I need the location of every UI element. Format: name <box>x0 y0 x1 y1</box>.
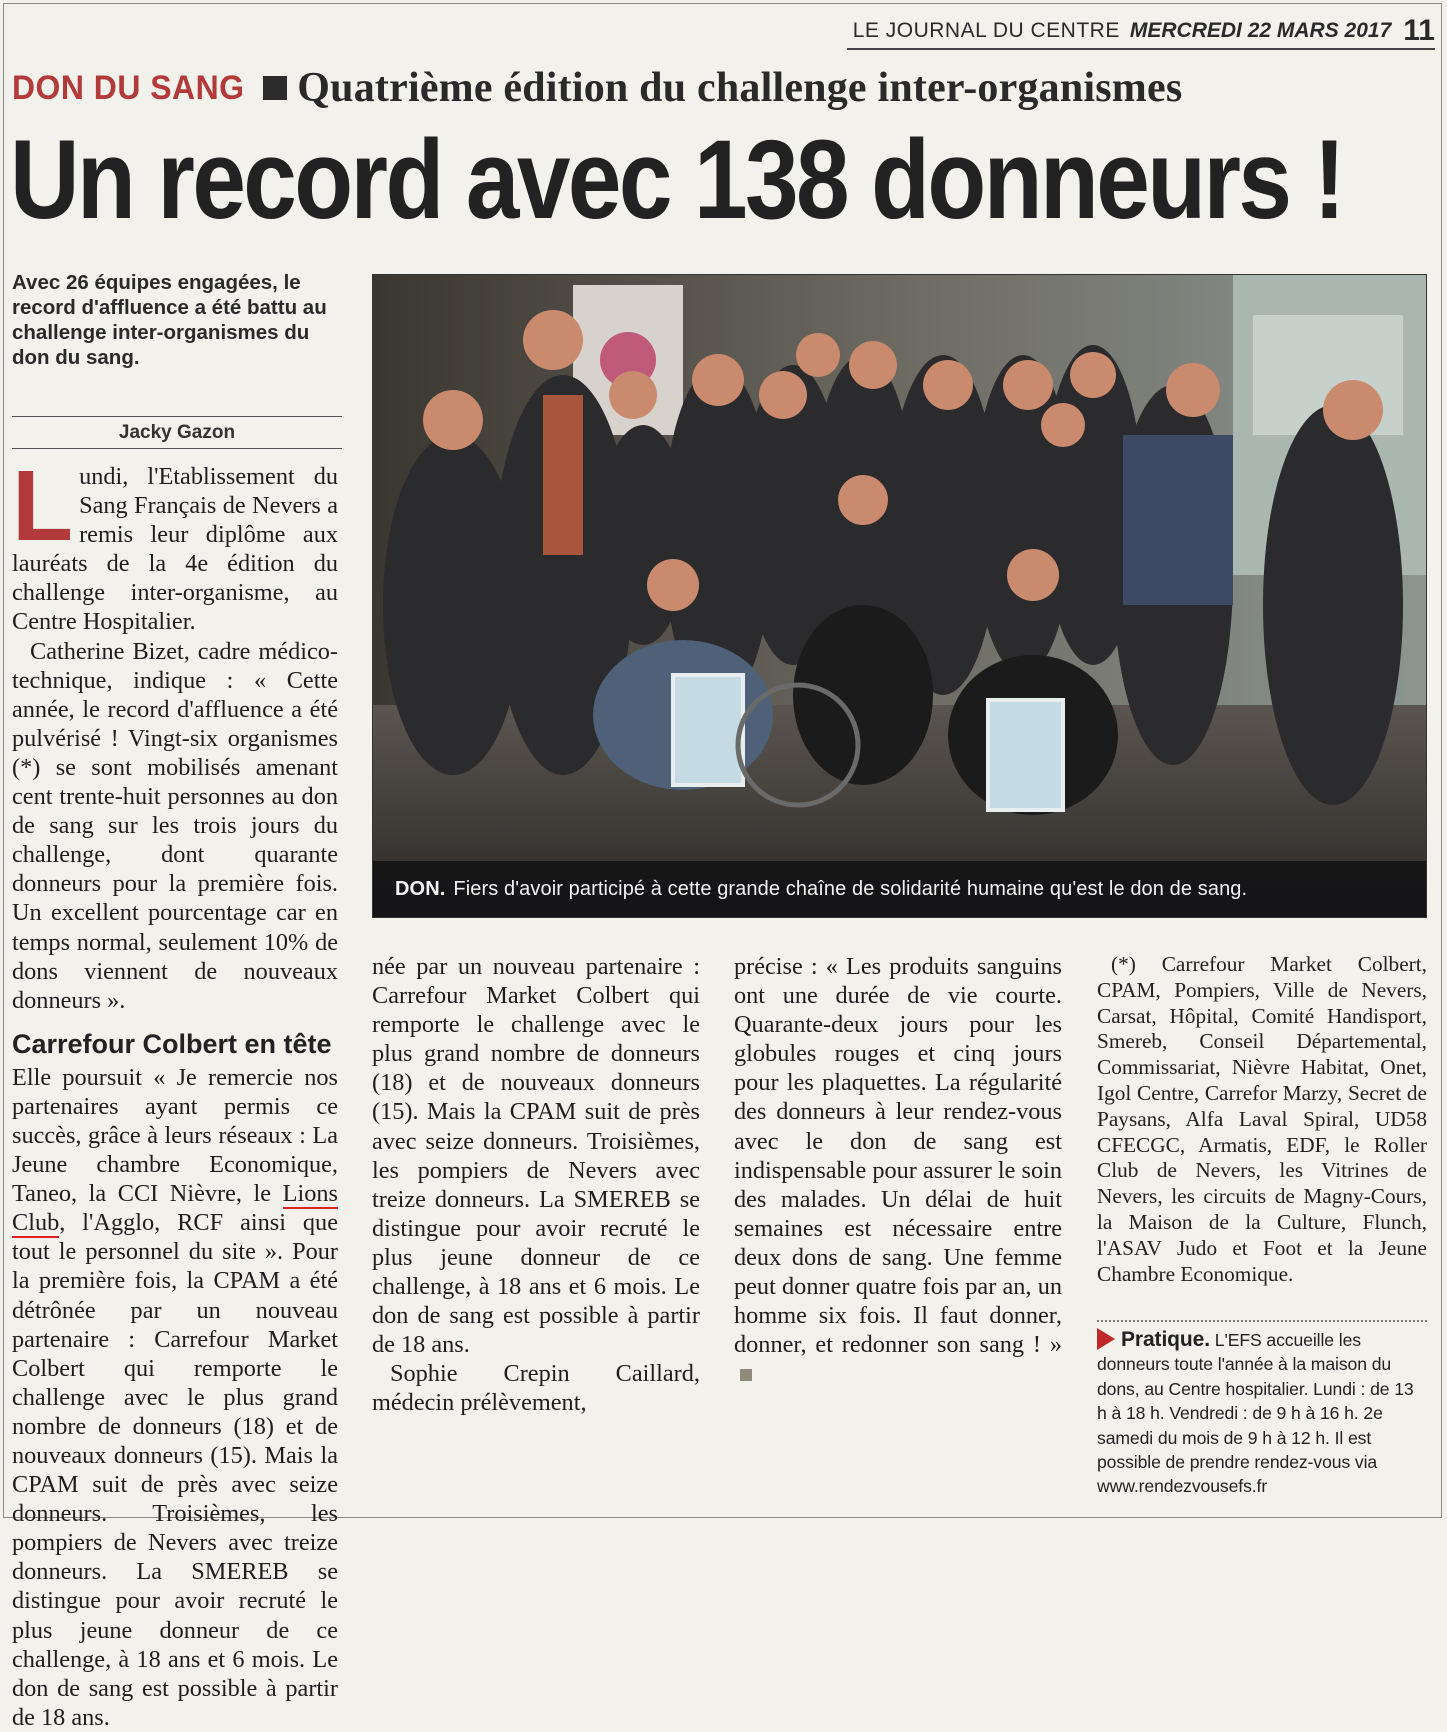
caption-text: Fiers d'avoir participé à cette grande chaîne de solidarité humaine qu'est le don de sang. <box>453 877 1248 900</box>
body-paragraph-2: Catherine Bizet, cadre médico-technique, indique : « Cette année, le record d'affluence a été pulvérisé ! Vingt-six organismes (*) se sont mobilisés amenant cent trente-huit personnes au don de sang sur les trois jours du challenge, dont quarante donneurs pour la première fois. Un excellent pourcentage car en temps normal, seulement 10% de dons viennent de nouveaux donneurs ». <box>12 637 338 1014</box>
article-column-1 <box>12 450 338 1732</box>
organisms-list <box>1097 952 1427 1287</box>
masthead <box>847 14 1435 50</box>
photo <box>372 274 1427 918</box>
pratique-text <box>1097 1328 1427 1499</box>
body-paragraph-3-end: née par un nouveau partenaire : Carrefour Market Colbert qui remporte le challenge avec le plus grand nombre de donneurs (18) et de nouveaux donneurs (15). Mais la CPAM suit de près avec seize donneurs. Troisièmes, les pompiers de Nevers avec treize donneurs. La SMEREB se distingue pour avoir recruté le plus jeune donneur de ce challenge, à 18 ans et 6 mois. Le don de sang est possible à partir de 18 ans. <box>372 953 700 1359</box>
organisms-note: (*) Carrefour Market Colbert, CPAM, Pompiers, Ville de Nevers, Carsat, Hôpital, Comité Handisport, Smereb, Conseil Départemental, Commissariat, Nièvre Habitat, Onet, Igol Centre, Carrefor Marzy, Secret de Paysans, Alfa Laval Spiral, UD58 CFECGC, Armatis, EDF, le Roller Club de Nevers, les Vitrines de Nevers, les circuits de Magny-Cours, la Maison de la Culture, Flunch, l'ASAV Judo et Foot et la Jeune Chambre Economique. <box>1097 952 1427 1286</box>
article-column-3 <box>734 952 1062 1388</box>
byline-rule-bottom <box>12 448 342 449</box>
byline-block <box>12 416 342 449</box>
pratique-rule <box>1097 1320 1427 1322</box>
end-of-article-icon <box>740 1369 752 1381</box>
subhead: Carrefour Colbert en tête <box>12 1028 332 1059</box>
pratique-title: Pratique. <box>1121 1328 1210 1351</box>
body-paragraph-4-start: Sophie Crepin Caillard, médecin prélèvement, <box>372 1360 700 1417</box>
pratique-box <box>1097 1320 1427 1499</box>
underlined-lions-club: Lions Club <box>12 1180 338 1237</box>
section-tag: DON DU SANG <box>12 68 245 107</box>
body-paragraph-3-start: Elle poursuit « Je remercie nos partenaires ayant permis ce succès, grâce à leurs réseaux : La Jeune chambre Economique, Taneo, la CCI Nièvre, le Lions Club, l'Agglo, RCF ainsi que tout le personnel du site ». Pour la première fois, la CPAM a été détrônée par un nouveau partenaire : Carrefour Market Colbert qui remporte le challenge avec le plus grand nombre de donneurs (18) et de nouveaux donneurs (15). Mais la CPAM suit de près avec seize donneurs. Troisièmes, les pompiers de Nevers avec treize donneurs. La SMEREB se distingue pour avoir recruté le plus jeune donneur de ce challenge, à 18 ans et 6 mois. Le don de sang est possible à partir de 18 ans. <box>12 1063 338 1731</box>
body-paragraph-1: Lundi, l'Etablissement du Sang Français de Nevers a remis leur diplôme aux lauréats de la 4e édition du challenge inter-organisme, au Centre Hospitalier. <box>12 450 338 636</box>
headline: Un record avec 138 donneurs ! <box>10 117 1344 242</box>
chapo: Avec 26 équipes engagées, le record d'affluence a été battu au challenge inter-organismes du don du sang. <box>12 271 327 369</box>
photo-caption <box>373 861 1426 917</box>
journal-name: LE JOURNAL DU CENTRE <box>852 19 1120 42</box>
article-column-2 <box>372 952 700 1418</box>
page-number: 11 <box>1403 14 1435 47</box>
group-photo-illustration <box>373 275 1426 917</box>
kicker-text: Quatrième édition du challenge inter-organismes <box>297 65 1183 111</box>
byline: Jacky Gazon <box>118 422 236 443</box>
pratique-body: L'EFS accueille les donneurs toute l'année à la maison du dons, au Centre hospitalier. Lundi : de 13 h à 18 h. Vendredi : de 9 h à 16 h. 2e samedi du mois de 9 h à 12 h. Il est possible de prendre rendez-vous via www.rendezvousefs.fr <box>1097 1330 1414 1497</box>
dropcap: L <box>12 450 74 562</box>
kicker <box>12 62 1182 114</box>
arrow-right-icon <box>1097 1328 1115 1350</box>
square-bullet-icon <box>263 76 287 100</box>
body-paragraph-4-end: précise : « Les produits sanguins ont une durée de vie courte. Quarante-deux jours pour les globules rouges et cinq jours pour les plaquettes. La régularité des donneurs à leur rendez-vous avec le don de sang est indispensable pour assurer le soin des malades. Un délai de huit semaines est nécessaire entre deux dons de sang. Une femme peut donner quatre fois par an, un homme six fois. Il faut donner, donner, et redonner son sang ! » <box>734 952 1062 1388</box>
issue-date: MERCREDI 22 MARS 2017 <box>1129 19 1392 42</box>
caption-label: DON. <box>395 877 446 900</box>
